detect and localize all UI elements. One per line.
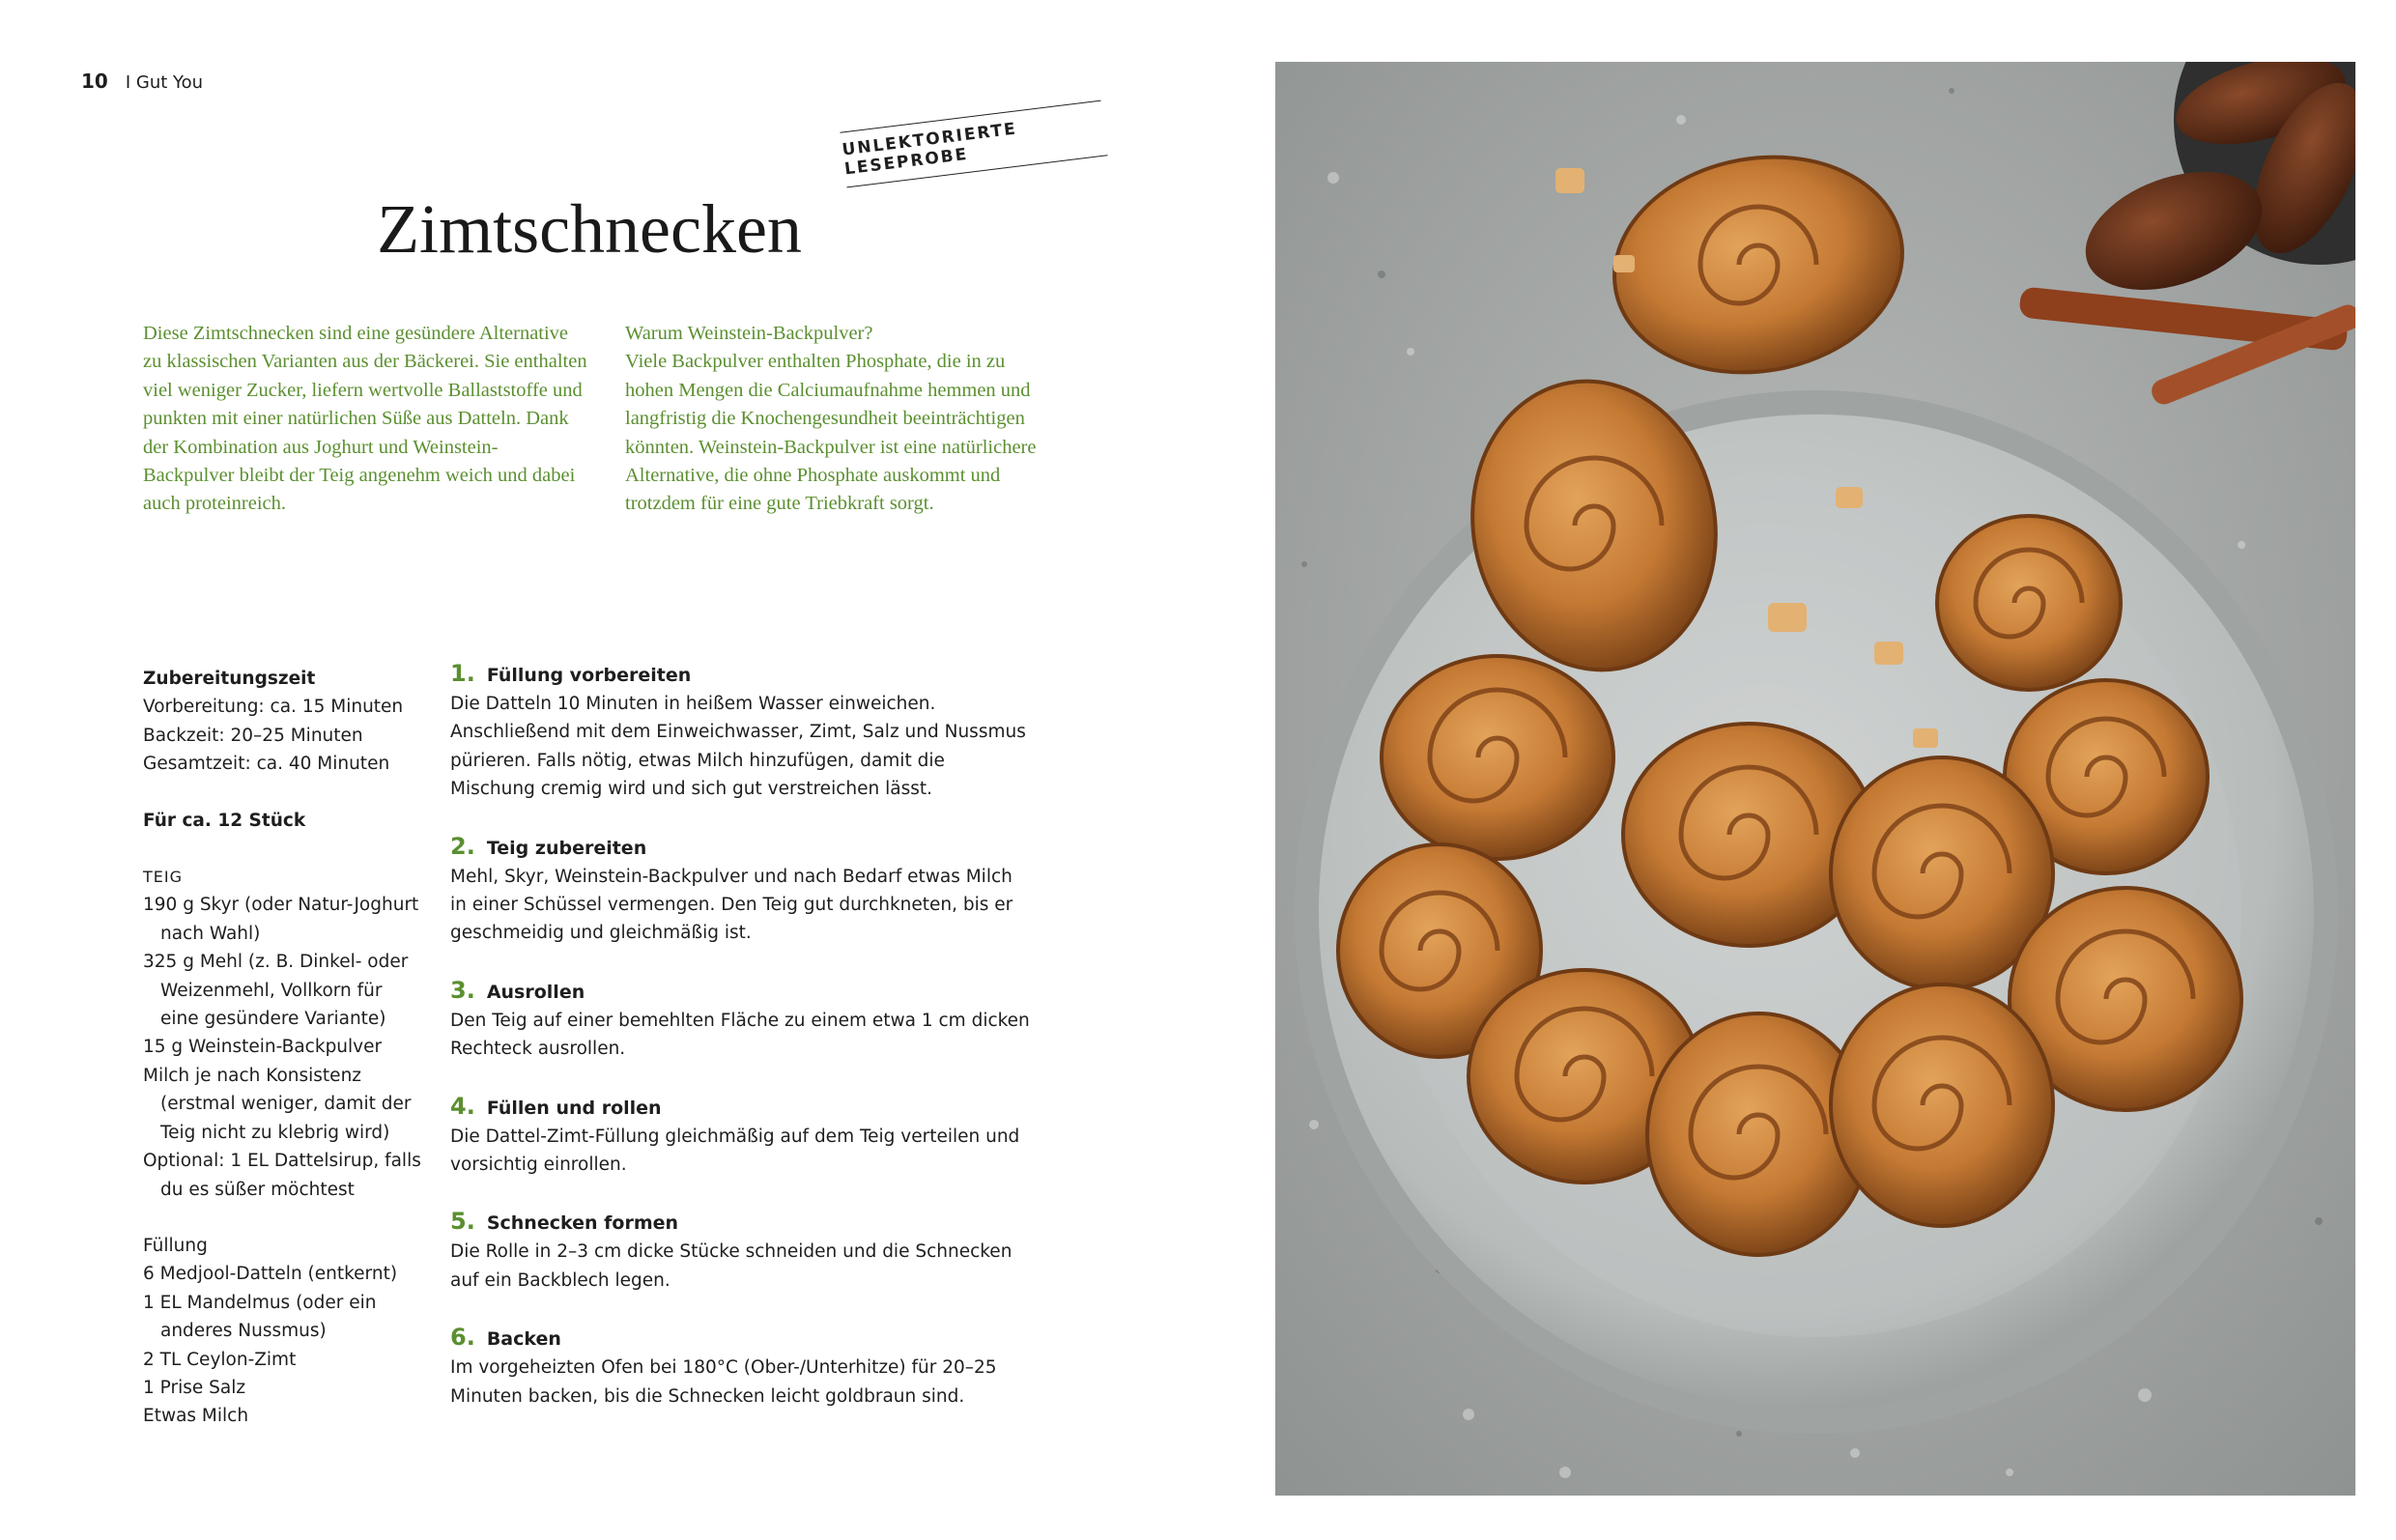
prep-time-line: Vorbereitung: ca. 15 Minuten <box>143 697 404 718</box>
ingredient-item: 15 g Weinstein-Backpulver <box>143 1037 383 1058</box>
ingredients-column <box>143 665 423 1431</box>
ingredient-item: 6 Medjool-Datteln (entkernt) <box>143 1264 398 1285</box>
step-number: 5. <box>450 1208 475 1236</box>
step-text: Den Teig auf einer bemehlten Fläche zu einem etwa 1 cm dicken Rechteck ausrollen. <box>450 1010 1030 1060</box>
proof-stamp: UNLEKTORIERTE LESEPROBE <box>840 100 1107 188</box>
step-title: Füllen und rollen <box>486 1097 662 1119</box>
sidebar-note-heading: Warum Weinstein-Backpulver? <box>625 323 873 344</box>
step-title: Füllung vorbereiten <box>486 665 692 686</box>
filling-heading: Füllung <box>143 1235 208 1256</box>
ingredient-item: 325 g Mehl (z. B. Dinkel- oder Weizenmehl, Vollkorn für eine gesündere Variante) <box>143 952 409 1030</box>
recipe-photo <box>1275 62 2355 1496</box>
method-steps <box>450 659 1030 1439</box>
method-step <box>450 1323 1030 1411</box>
cinnamon-rolls-image <box>1275 62 2355 1496</box>
prep-time-line: Backzeit: 20–25 Minuten <box>143 725 363 746</box>
step-title: Teig zubereiten <box>486 837 647 859</box>
prep-time-heading: Zubereitungszeit <box>143 669 316 689</box>
intro-paragraph <box>143 320 587 519</box>
step-text: Die Dattel-Zimt-Füllung gleichmäßig auf dem Teig verteilen und vorsichtig einrollen. <box>450 1126 1020 1176</box>
ingredient-item: 1 Prise Salz <box>143 1377 246 1398</box>
running-title: I Gut You <box>125 72 204 93</box>
ingredient-item: 190 g Skyr (oder Natur-Joghurt nach Wahl) <box>143 895 419 944</box>
ingredient-item: Optional: 1 EL Dattelsirup, falls du es süßer möchtest <box>143 1151 421 1200</box>
step-number: 3. <box>450 976 475 1004</box>
step-number: 4. <box>450 1092 475 1120</box>
step-title: Schnecken formen <box>486 1212 679 1235</box>
ingredient-item: Milch je nach Konsistenz (erstmal weniger, damit der Teig nicht zu klebrig wird) <box>143 1065 412 1143</box>
prep-time-line: Gesamtzeit: ca. 40 Minuten <box>143 754 390 775</box>
step-text: Die Datteln 10 Minuten in heißem Wasser einweichen. Anschließend mit dem Einweichwasser, Zimt, Salz und Nussmus pürieren. Falls nötig, etwas Milch hinzufügen, damit die Mischung cremig wird und sich gut verstreichen lässt. <box>450 694 1026 800</box>
sidebar-note <box>625 320 1050 519</box>
yield: Für ca. 12 Stück <box>143 810 306 831</box>
recipe-title: Zimtschnecken <box>377 190 802 268</box>
method-step <box>450 976 1030 1064</box>
step-text: Die Rolle in 2–3 cm dicke Stücke schneiden und die Schnecken auf ein Backblech legen. <box>450 1241 1013 1291</box>
step-text: Im vorgeheizten Ofen bei 180°C (Ober-/Unterhitze) für 20–25 Minuten backen, bis die Schnecken leicht goldbraun sind. <box>450 1357 997 1407</box>
ingredient-item: Etwas Milch <box>143 1406 249 1427</box>
step-title: Ausrollen <box>486 981 585 1003</box>
method-step <box>450 659 1030 804</box>
method-step <box>450 1092 1030 1180</box>
method-step <box>450 832 1030 948</box>
dough-heading: TEIG <box>143 868 183 887</box>
step-number: 2. <box>450 832 475 860</box>
page-header <box>81 70 203 93</box>
step-number: 6. <box>450 1324 475 1352</box>
step-text: Mehl, Skyr, Weinstein-Backpulver und nach Bedarf etwas Milch in einer Schüssel vermengen. Den Teig gut durchkneten, bis er geschmeidig und gleichmäßig ist. <box>450 866 1013 944</box>
method-step <box>450 1207 1030 1295</box>
intro-text: Diese Zimtschnecken sind eine gesündere Alternative zu klassischen Varianten aus der Bäckerei. Sie enthalten viel weniger Zucker, liefern wertvolle Ballaststoffe und punkten mit einer natürlichen Süße aus Datteln. Dank der Kombination aus Joghurt und Weinstein-Backpulver bleibt der Teig angenehm weich und dabei auch proteinreich. <box>143 323 587 515</box>
step-title: Backen <box>486 1328 561 1351</box>
ingredient-item: 2 TL Ceylon-Zimt <box>143 1349 297 1370</box>
step-number: 1. <box>450 660 475 687</box>
sidebar-note-text: Viele Backpulver enthalten Phosphate, die in zu hohen Mengen die Calciumaufnahme hemmen und langfristig die Knochengesundheit beeinträchtigen könnten. Weinstein-Backpulver ist eine natürlichere Alternative, die ohne Phosphate auskommt und trotzdem für eine gute Triebkraft sorgt. <box>625 351 1037 515</box>
ingredient-item: 1 EL Mandelmus (oder ein anderes Nussmus) <box>143 1292 377 1342</box>
page-number: 10 <box>81 70 108 93</box>
